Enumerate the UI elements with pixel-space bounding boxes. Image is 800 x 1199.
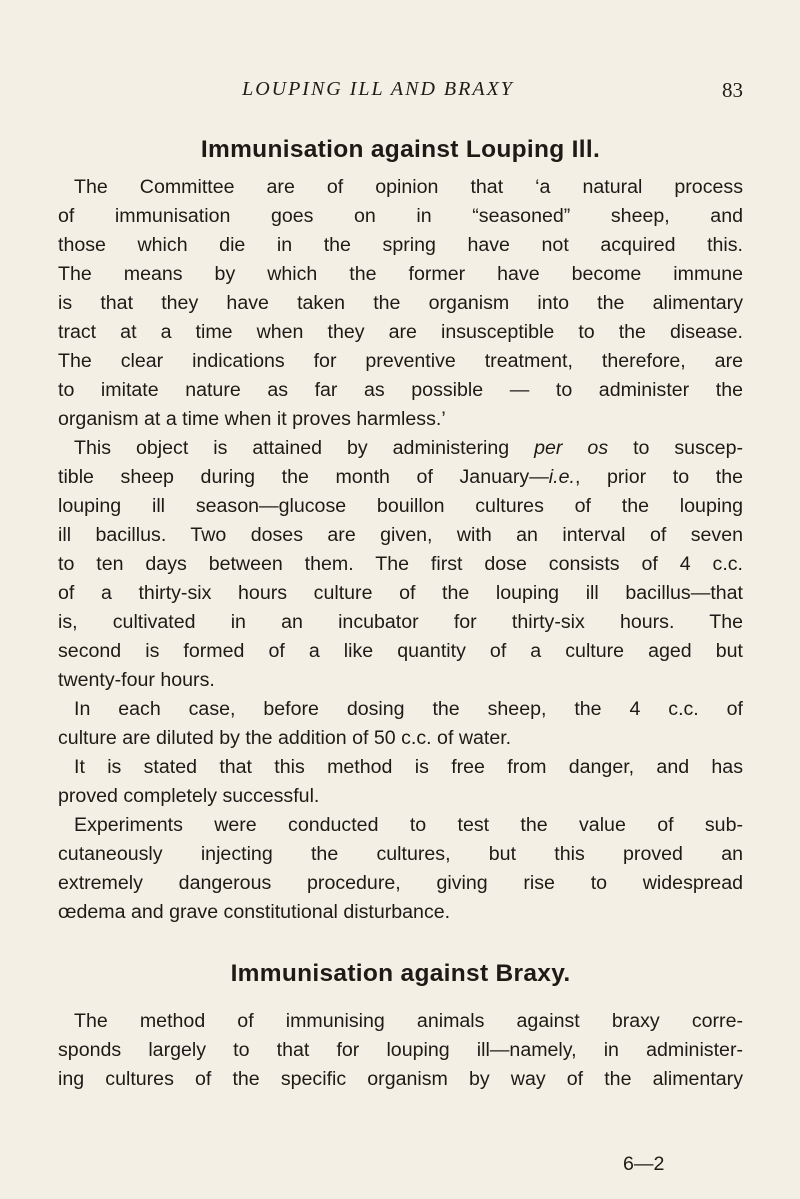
text-line: Experiments were conducted to test the value of sub- [74,814,743,836]
text-line: The method of immunising animals against braxy corre- [74,1010,743,1032]
text-line: to imitate nature as far as possible — to administer the [58,379,743,401]
paragraph [58,811,743,927]
text-line: louping ill season—glucose bouillon cultures of the louping [58,495,743,517]
text-line: It is stated that this method is free from danger, and has [74,756,743,778]
paragraph [58,695,743,753]
text-line: This object is attained by administering per os to suscep- [74,437,743,459]
text-line: sponds largely to that for louping ill—namely, in administer- [58,1039,743,1061]
latin-term: i.e. [548,466,575,488]
text-line: of a thirty-six hours culture of the louping ill bacillus—that [58,582,743,604]
text-line: proved completely successful. [58,785,320,807]
text-line: extremely dangerous procedure, giving rise to widespread [58,872,743,894]
text-line: twenty-four hours. [58,669,215,691]
text-line: second is formed of a like quantity of a culture aged but [58,640,743,662]
section-heading-braxy: Immunisation against Braxy. [230,960,571,987]
text-line: is that they have taken the organism into the alimentary [58,292,743,314]
text-line: cutaneously injecting the cultures, but this proved an [58,843,743,865]
paragraph [58,173,743,434]
latin-term: per os [534,437,609,459]
text-line: to ten days between them. The first dose consists of 4 c.c. [58,553,743,575]
running-title: LOUPING ILL AND BRAXY [242,78,514,100]
text-line: tible sheep during the month of January—i.e., prior to the [58,466,743,488]
text-line: The means by which the former have become immune [58,263,743,285]
paragraph [58,753,743,811]
paragraph [58,434,743,695]
text-line: ill bacillus. Two doses are given, with an interval of seven [58,524,743,546]
text-line: tract at a time when they are insusceptible to the disease. [58,321,743,343]
text-line: organism at a time when it proves harmless.’ [58,408,446,430]
running-head [58,76,743,106]
text-line: is, cultivated in an incubator for thirty-six hours. The [58,611,743,633]
page-number: 83 [722,78,743,102]
text-line: ing cultures of the specific organism by way of the alimentary [58,1068,743,1090]
text-line: In each case, before dosing the sheep, the 4 c.c. of [74,698,743,720]
text-line: The clear indications for preventive treatment, therefore, are [58,350,743,372]
paragraph [58,1007,743,1094]
text-line: The Committee are of opinion that ‘a natural process [74,176,743,198]
book-page [58,0,743,1199]
text-line: those which die in the spring have not acquired this. [58,234,743,256]
section-heading-louping-ill: Immunisation against Louping Ill. [200,136,601,163]
text-line: culture are diluted by the addition of 50 c.c. of water. [58,727,512,749]
text-line: œdema and grave constitutional disturbance. [58,901,451,923]
signature-mark: 6—2 [623,1153,665,1175]
text-line: of immunisation goes on in “seasoned” sheep, and [58,205,743,227]
